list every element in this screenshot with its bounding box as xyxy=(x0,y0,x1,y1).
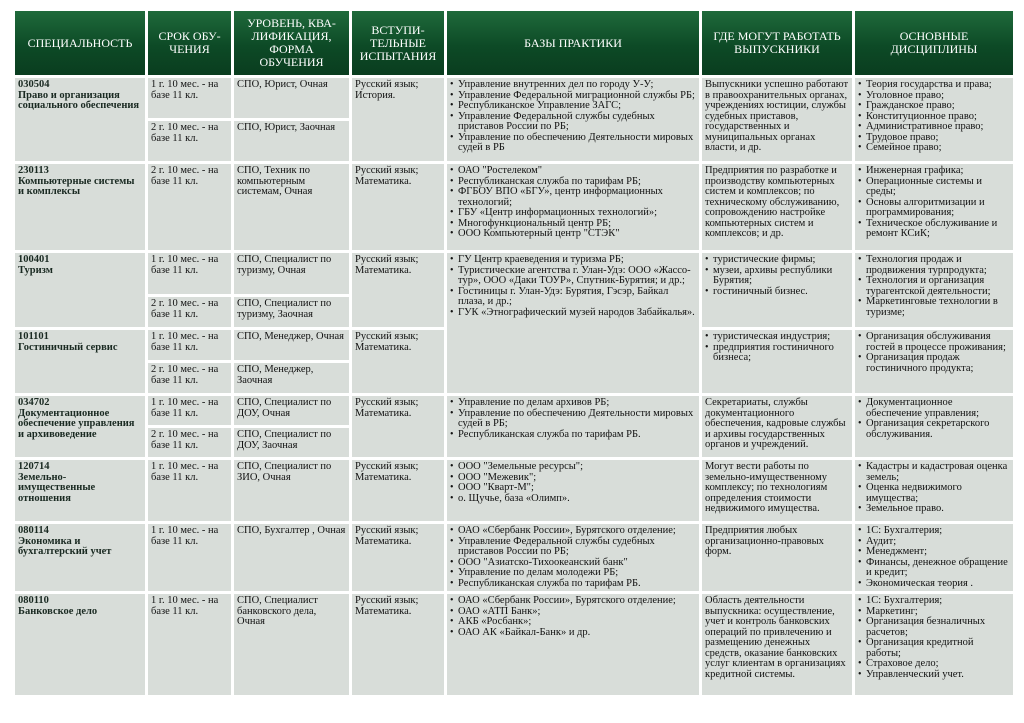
list-item: • ОАО "Ростелеком" xyxy=(450,166,696,177)
header-level: УРОВЕНЬ, КВА-ЛИФИКАЦИЯ, ФОРМА ОБУЧЕНИЯ xyxy=(234,11,349,75)
header-exams: ВСТУПИ-ТЕЛЬНЫЕ ИСПЫТАНИЯ xyxy=(352,11,444,75)
practice-cell xyxy=(447,164,699,250)
list-item: • предприятия гостиничного бизнеса; xyxy=(705,343,849,364)
work-cell: Предприятия по разработке и производству компьютерных систем и комплексов; по техническому обслуживанию, сопровождению настройке компьютерных систем и комплексов; и др. xyxy=(702,164,852,250)
list-item: • Финансы, денежное обращение и кредит; xyxy=(858,558,1010,579)
level-cell: СПО, Специалист по туризму, Заочная xyxy=(234,297,349,327)
level-cell: СПО, Специалист банковского дела, Очная xyxy=(234,594,349,695)
specialty-code: 120714 xyxy=(18,461,50,472)
disciplines-list xyxy=(858,596,1010,680)
specialties-table-wrap xyxy=(12,8,1016,698)
list-item: • Управленческий учет. xyxy=(858,670,1010,681)
table-row xyxy=(15,164,1013,250)
practice-cell xyxy=(447,460,699,521)
list-item: • Трудовое право; xyxy=(858,133,1010,144)
table-row xyxy=(15,253,1013,294)
header-term: СРОК ОБУ-ЧЕНИЯ xyxy=(148,11,231,75)
specialty-cell xyxy=(15,460,145,521)
list-item: • Управление Федеральной службы судебных приставов России по РБ; xyxy=(450,112,696,133)
disciplines-cell xyxy=(855,594,1013,695)
list-item: • ОАО АК «Байкал-Банк» и др. xyxy=(450,628,696,639)
practice-cell xyxy=(447,396,699,457)
level-cell: СПО, Менеджер, Заочная xyxy=(234,363,349,393)
list-item: • Экономическая теория . xyxy=(858,579,1010,590)
specialty-code: 030504 xyxy=(18,79,50,90)
list-item: • 1С: Бухгалтерия; xyxy=(858,596,1010,607)
list-item: • Гостиницы г. Улан-Удэ: Бурятия, Гэсэр, Байкал плаза, и др.; xyxy=(450,287,696,308)
specialty-code: 100401 xyxy=(18,254,50,265)
specialty-code: 230113 xyxy=(18,165,49,176)
list-item: • Уголовное право; xyxy=(858,91,1010,102)
list-item: • Земельное право. xyxy=(858,504,1010,515)
disciplines-list xyxy=(858,526,1010,589)
level-cell: СПО, Специалист по ДОУ, Заочная xyxy=(234,428,349,457)
specialty-cell xyxy=(15,164,145,250)
header-practice: БАЗЫ ПРАКТИКИ xyxy=(447,11,699,75)
list-item: • гостиничный бизнес. xyxy=(705,287,849,298)
list-item: • Республиканская служба по тарифам РБ. xyxy=(450,430,696,441)
exams-cell: Русский язык; Математика. xyxy=(352,253,444,327)
specialty-name: Экономика и бухгалтерский учет xyxy=(18,535,112,557)
work-cell: Выпускники успешно работают в правоохранительных органах, учреждениях юстиции, службы судебных приставов, государственных и муниципальных органах власти, и др. xyxy=(702,78,852,161)
list-item: • Инженерная графика; xyxy=(858,166,1010,177)
practice-list xyxy=(450,398,696,440)
specialty-name: Туризм xyxy=(18,264,53,276)
work-list xyxy=(705,255,849,297)
list-item: • 1С: Бухгалтерия; xyxy=(858,526,1010,537)
list-item: • Маркетинговые технологии в туризме; xyxy=(858,297,1010,318)
term-cell: 2 г. 10 мес. - на базе 11 кл. xyxy=(148,121,231,161)
specialty-code: 080110 xyxy=(18,595,49,606)
practice-list xyxy=(450,462,696,504)
exams-cell: Русский язык; Математика. xyxy=(352,396,444,457)
list-item: • ООО "Кварт-М"; xyxy=(450,483,696,494)
specialties-table xyxy=(12,8,1016,698)
list-item: • Туристические агентства г. Улан-Удэ: ООО «Жассо-тур», ООО «Даки ТОУР», Спутник-Бурятия; и др.; xyxy=(450,266,696,287)
list-item: • Управление по делам молодежи РБ; xyxy=(450,568,696,579)
specialty-code: 080114 xyxy=(18,525,49,536)
term-cell: 2 г. 10 мес. - на базе 11 кл. xyxy=(148,297,231,327)
term-cell: 1 г. 10 мес. - на базе 11 кл. xyxy=(148,396,231,425)
exams-cell: Русский язык; Математика. xyxy=(352,524,444,591)
term-cell: 2 г. 10 мес. - на базе 11 кл. xyxy=(148,363,231,393)
list-item: • Управление Федеральной миграционной службы РБ; xyxy=(450,91,696,102)
list-item: • Гражданское право; xyxy=(858,101,1010,112)
term-cell: 1 г. 10 мес. - на базе 11 кл. xyxy=(148,78,231,118)
practice-cell xyxy=(447,78,699,161)
level-cell: СПО, Специалист по ЗИО, Очная xyxy=(234,460,349,521)
term-cell: 1 г. 10 мес. - на базе 11 кл. xyxy=(148,253,231,294)
exams-cell: Русский язык; История. xyxy=(352,78,444,161)
work-list xyxy=(705,332,849,364)
exams-cell: Русский язык; Математика. xyxy=(352,164,444,250)
list-item: • Операционные системы и среды; xyxy=(858,177,1010,198)
table-row xyxy=(15,460,1013,521)
list-item: • ОАО «АТП Банк»; xyxy=(450,607,696,618)
practice-list xyxy=(450,80,696,154)
list-item: • Управление Федеральной службы судебных приставов России по РБ; xyxy=(450,537,696,558)
list-item: • Организация обслуживания гостей в процессе проживания; xyxy=(858,332,1010,353)
list-item: • туристическая индустрия; xyxy=(705,332,849,343)
term-cell: 2 г. 10 мес. - на базе 11 кл. xyxy=(148,428,231,457)
disciplines-cell xyxy=(855,253,1013,327)
table-row xyxy=(15,594,1013,695)
exams-cell: Русский язык; Математика. xyxy=(352,330,444,393)
disciplines-cell xyxy=(855,78,1013,161)
specialty-cell xyxy=(15,594,145,695)
practice-list xyxy=(450,255,696,318)
practice-list xyxy=(450,596,696,638)
disciplines-cell xyxy=(855,460,1013,521)
header-work: ГДЕ МОГУТ РАБОТАТЬ ВЫПУСКНИКИ xyxy=(702,11,852,75)
list-item: • Управление по обеспечению Деятельности мировых судей в РБ; xyxy=(450,409,696,430)
practice-cell xyxy=(447,253,699,393)
term-cell: 1 г. 10 мес. - на базе 11 кл. xyxy=(148,524,231,591)
disciplines-list xyxy=(858,332,1010,374)
level-cell: СПО, Юрист, Заочная xyxy=(234,121,349,161)
term-cell: 2 г. 10 мес. - на базе 11 кл. xyxy=(148,164,231,250)
specialty-name: Компьютерные системы и комплексы xyxy=(18,175,135,197)
list-item: • о. Щучье, база «Олимп». xyxy=(450,494,696,505)
specialty-cell xyxy=(15,396,145,457)
level-cell: СПО, Менеджер, Очная xyxy=(234,330,349,360)
list-item: • ФГБОУ ВПО «БГУ», центр информационных технологий; xyxy=(450,187,696,208)
level-cell: СПО, Юрист, Очная xyxy=(234,78,349,118)
practice-list xyxy=(450,166,696,240)
disciplines-list xyxy=(858,255,1010,318)
specialty-name: Документационное обеспечение управления и архивоведение xyxy=(18,407,135,440)
specialty-cell xyxy=(15,524,145,591)
list-item: • Многофункциональный центр РБ; xyxy=(450,219,696,230)
list-item: • Технология и организация турагентской деятельности; xyxy=(858,276,1010,297)
work-cell: Могут вести работы по земельно-имущественному комплексу; по технологиям определения стоимости недвижимого имущества. xyxy=(702,460,852,521)
term-cell: 1 г. 10 мес. - на базе 11 кл. xyxy=(148,460,231,521)
exams-cell: Русский язык; Математика. xyxy=(352,460,444,521)
specialty-cell xyxy=(15,253,145,327)
specialty-name: Земельно-имущественные отношения xyxy=(18,471,96,504)
list-item: • ООО "Межевик"; xyxy=(450,473,696,484)
list-item: • Оценка недвижимого имущества; xyxy=(858,483,1010,504)
work-cell xyxy=(702,253,852,327)
list-item: • ГУ Центр краеведения и туризма РБ; xyxy=(450,255,696,266)
header-disciplines: ОСНОВНЫЕ ДИСЦИПЛИНЫ xyxy=(855,11,1013,75)
list-item: • Республиканское Управление ЗАГС; xyxy=(450,101,696,112)
table-row xyxy=(15,78,1013,118)
specialty-name: Гостиничный сервис xyxy=(18,341,118,353)
disciplines-cell xyxy=(855,524,1013,591)
exams-cell: Русский язык; Математика. xyxy=(352,594,444,695)
work-cell: Предприятия любых организационно-правовых форм. xyxy=(702,524,852,591)
list-item: • ГУК «Этнографический музей народов Забайкалья». xyxy=(450,308,696,319)
practice-cell xyxy=(447,594,699,695)
list-item: • Республиканская служба по тарифам РБ; xyxy=(450,177,696,188)
disciplines-cell xyxy=(855,330,1013,393)
list-item: • Документационное обеспечение управления; xyxy=(858,398,1010,419)
list-item: • Организация безналичных расчетов; xyxy=(858,617,1010,638)
specialty-code: 101101 xyxy=(18,331,49,342)
disciplines-list xyxy=(858,80,1010,154)
list-item: • Теория государства и права; xyxy=(858,80,1010,91)
disciplines-list xyxy=(858,166,1010,240)
practice-list xyxy=(450,526,696,589)
level-cell: СПО, Специалист по туризму, Очная xyxy=(234,253,349,294)
list-item: • Основы алгоритмизации и программирования; xyxy=(858,198,1010,219)
list-item: • Конституционное право; xyxy=(858,112,1010,123)
list-item: • музеи, архивы республики Бурятия; xyxy=(705,266,849,287)
list-item: • ОАО «Сбербанк России», Бурятского отделение; xyxy=(450,596,696,607)
list-item: • Административное право; xyxy=(858,122,1010,133)
header-specialty: СПЕЦИАЛЬНОСТЬ xyxy=(15,11,145,75)
table-row xyxy=(15,524,1013,591)
specialty-code: 034702 xyxy=(18,397,50,408)
level-cell: СПО, Бухгалтер , Очная xyxy=(234,524,349,591)
list-item: • Менеджмент; xyxy=(858,547,1010,558)
disciplines-list xyxy=(858,462,1010,515)
list-item: • ООО "Земельные ресурсы"; xyxy=(450,462,696,473)
list-item: • Управление внутренних дел по городу У-У; xyxy=(450,80,696,91)
list-item: • ООО Компьютерный центр "СТЭК" xyxy=(450,229,696,240)
specialty-name: Право и организация социального обеспечения xyxy=(18,89,140,111)
practice-cell xyxy=(447,524,699,591)
list-item: • Техническое обслуживание и ремонт КСиК; xyxy=(858,219,1010,240)
list-item: • АКБ «Росбанк»; xyxy=(450,617,696,628)
list-item: • ОАО «Сбербанк России», Бурятского отделение; xyxy=(450,526,696,537)
list-item: • Организация продаж гостиничного продукта; xyxy=(858,353,1010,374)
table-row xyxy=(15,396,1013,425)
list-item: • Управление по делам архивов РБ; xyxy=(450,398,696,409)
list-item: • Аудит; xyxy=(858,537,1010,548)
level-cell: СПО, Специалист по ДОУ, Очная xyxy=(234,396,349,425)
list-item: • Технология продаж и продвижения турпродукта; xyxy=(858,255,1010,276)
disciplines-cell xyxy=(855,164,1013,250)
work-cell xyxy=(702,330,852,393)
list-item: • туристические фирмы; xyxy=(705,255,849,266)
list-item: • Страховое дело; xyxy=(858,659,1010,670)
list-item: • Организация секретарского обслуживания. xyxy=(858,419,1010,440)
specialty-name: Банковское дело xyxy=(18,605,98,617)
header-row xyxy=(15,11,1013,75)
list-item: • ООО "Азиатско-Тихоокеанский банк" xyxy=(450,558,696,569)
work-cell: Область деятельности выпускника: осуществление, учет и контроль банковских операций по привлечению и размещению денежных средств, оказание банковских услуг клиентам в организациях кредитной системы. xyxy=(702,594,852,695)
specialty-cell xyxy=(15,78,145,161)
disciplines-list xyxy=(858,398,1010,440)
term-cell: 1 г. 10 мес. - на базе 11 кл. xyxy=(148,594,231,695)
list-item: • ГБУ «Центр информационных технологий»; xyxy=(450,208,696,219)
term-cell: 1 г. 10 мес. - на базе 11 кл. xyxy=(148,330,231,360)
watermark: WWW.ASSIYKA xyxy=(909,695,1010,709)
list-item: • Кадастры и кадастровая оценка земель; xyxy=(858,462,1010,483)
list-item: • Маркетинг; xyxy=(858,607,1010,618)
list-item: • Организация кредитной работы; xyxy=(858,638,1010,659)
level-cell: СПО, Техник по компьютерным системам, Очная xyxy=(234,164,349,250)
list-item: • Управление по обеспечению Деятельности мировых судей в РБ xyxy=(450,133,696,154)
list-item: • Семейное право; xyxy=(858,143,1010,154)
work-cell: Секретариаты, службы документационного обеспечения, кадровые службы и архивы государственных органов и учреждений. xyxy=(702,396,852,457)
specialty-cell xyxy=(15,330,145,393)
disciplines-cell xyxy=(855,396,1013,457)
list-item: • Республиканская служба по тарифам РБ. xyxy=(450,579,696,590)
